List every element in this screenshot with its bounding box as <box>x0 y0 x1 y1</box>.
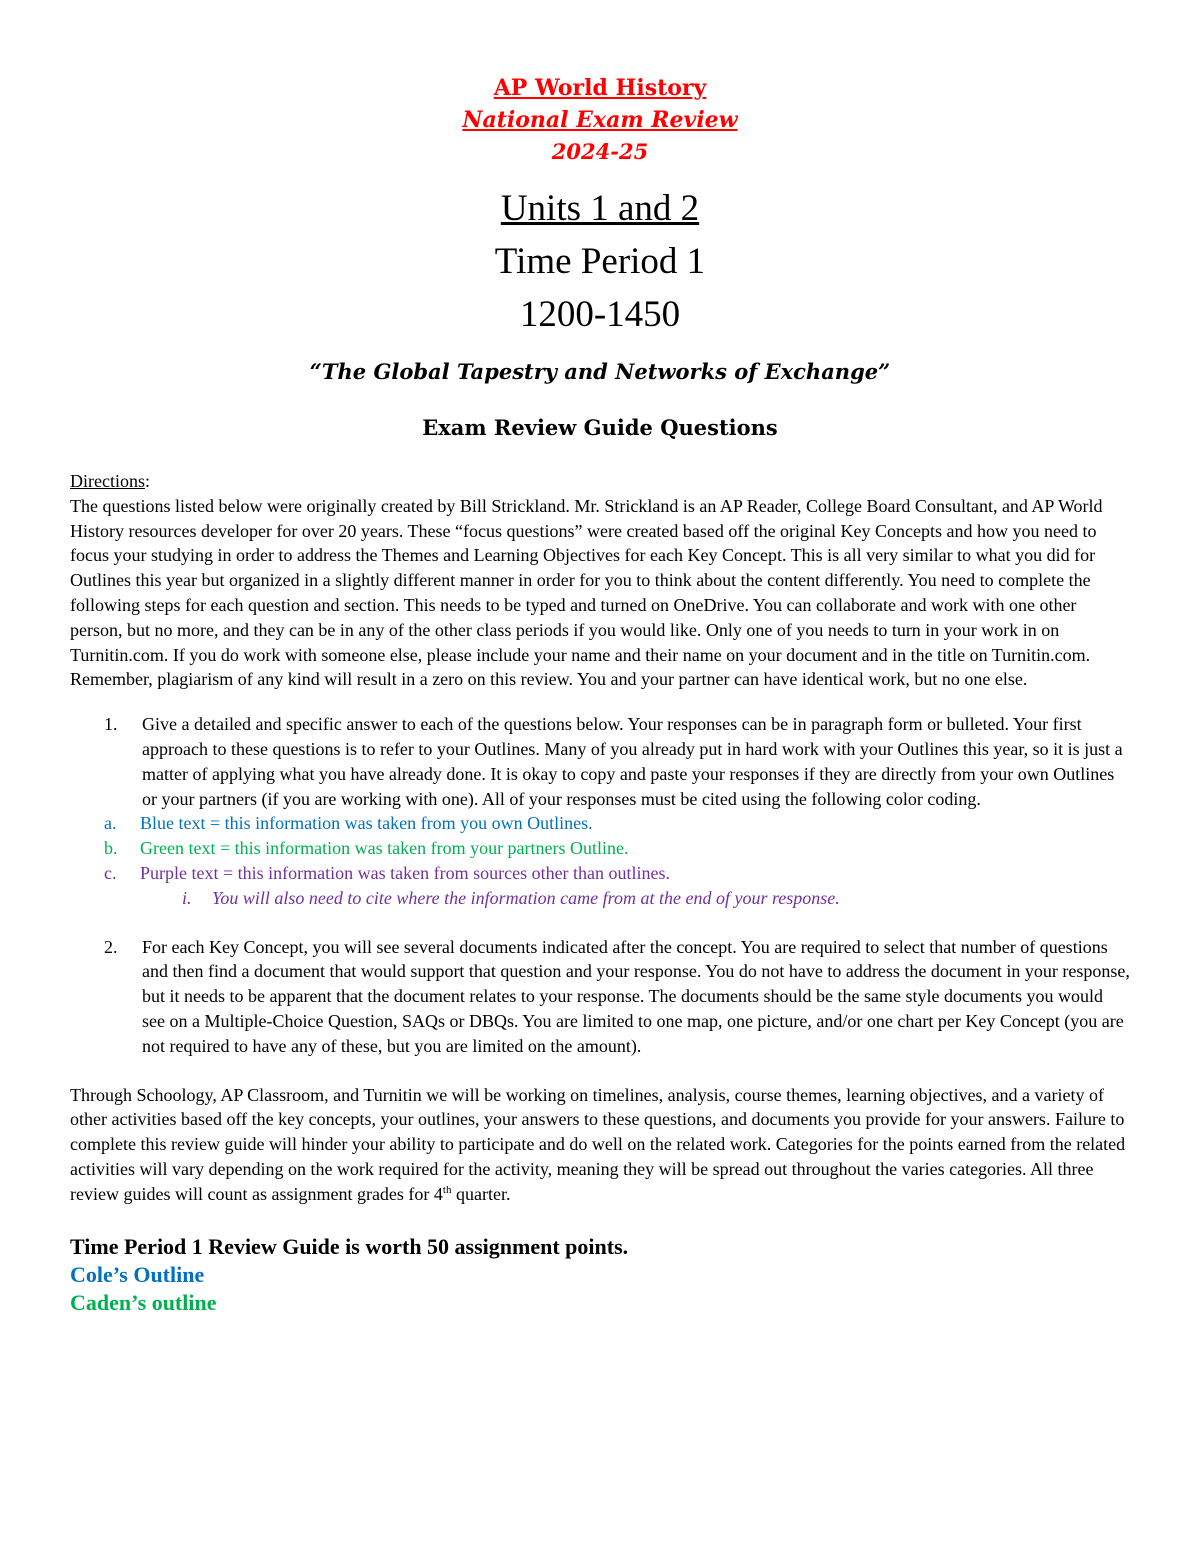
guide-title: Exam Review Guide Questions <box>422 415 778 440</box>
step-text: For each Key Concept, you will see several documents indicated after the concept. You are required to select that number of questions and then find a document that would support that question and your response. You do not have to address the document in your response, but it needs to be apparent that the document relates to your response. The documents should be the same style documents you would see on a Multiple-Choice Question, SAQs or DBQs. You are limited to one map, one picture, and/or one chart per Key Concept (you are not required to have any of these, but you are limited on the amount). <box>142 936 1130 1056</box>
points-statement: Time Period 1 Review Guide is worth 50 assignment points. <box>70 1233 629 1259</box>
directions-colon: : <box>144 471 150 491</box>
title-block <box>70 72 1130 168</box>
theme-quote: “The Global Tapestry and Networks of Exchange” <box>309 359 891 384</box>
step-number: 1. <box>104 714 118 735</box>
directions-heading <box>70 469 1130 494</box>
citation-note-text: You will also need to cite where the information came from at the end of your response. <box>212 887 840 908</box>
time-period-heading: Time Period 1 <box>494 241 706 282</box>
course-title: AP World History <box>493 75 707 101</box>
color-code-green <box>70 836 1130 861</box>
color-code-letter: a. <box>104 813 117 834</box>
color-code-text: Green text = this information was taken from your partners Outline. <box>140 838 629 859</box>
step-number: 2. <box>104 936 118 957</box>
units-heading: Units 1 and 2 <box>500 188 700 229</box>
units-block <box>70 182 1130 341</box>
roman-numeral: i. <box>182 887 192 908</box>
color-code-list <box>70 811 1130 910</box>
color-code-purple <box>70 861 1130 886</box>
color-code-citation-note <box>70 886 1130 911</box>
step-text: Give a detailed and specific answer to each of the questions below. Your responses can be in paragraph form or bulleted. Your first approach to these questions is to refer to your Outlines. Many of you already put in hard work with your Outlines this year, so it is just a matter of applying what you have already done. It is okay to copy and paste your responses if they are directly from your own Outlines or your partners (if you are working with one). All of your responses must be cited using the following color coding. <box>142 714 1123 809</box>
ordinal-suffix: th <box>442 1183 452 1196</box>
list-item-step-1 <box>70 712 1130 910</box>
directions-label: Directions <box>70 471 145 491</box>
school-year: 2024-25 <box>551 139 649 164</box>
closing-paragraph <box>70 1083 1130 1207</box>
steps-list <box>70 712 1130 1058</box>
caden-outline-label: Caden’s outline <box>70 1289 217 1315</box>
color-code-letter: b. <box>104 838 118 859</box>
date-range-heading: 1200-1450 <box>519 294 681 335</box>
review-title: National Exam Review <box>462 107 738 133</box>
document-page <box>70 72 1130 1317</box>
directions-text: The questions listed below were originally created by Bill Strickland. Mr. Strickland is an AP Reader, College Board Consultant, and AP World History resources developer for over 20 years. These “focus questions” were created based off the original Key Concepts and how you need to focus your studying in order to address the Themes and Learning Objectives for each Key Concept. This is all very similar to what you did for Outlines this year but organized in a slightly different manner in order for you to think about the content differently. You need to complete the following steps for each question and section. This needs to be typed and turned on OneDrive. You can collaborate and work with one other person, but no more, and they can be in any of the other class periods if you would like. Only one of you needs to turn in your work in on Turnitin.com. If you do work with someone else, please include your name and their name on your document and in the title on Turnitin.com. Remember, plagiarism of any kind will result in a zero on this review. You and your partner can have identical work, but no one else. <box>70 495 1103 690</box>
color-code-blue <box>70 811 1130 836</box>
cole-outline-label: Cole’s Outline <box>70 1261 205 1287</box>
list-item-step-2 <box>70 935 1130 1059</box>
closing-text-end: quarter. <box>451 1183 511 1204</box>
color-code-letter: c. <box>104 862 117 883</box>
color-code-text: Purple text = this information was taken from sources other than outlines. <box>140 862 671 883</box>
closing-text: Through Schoology, AP Classroom, and Turnitin we will be working on timelines, analysis, course themes, learning objectives, and a variety of other activities based off the key concepts, your outlines, your answers to these questions, and documents you provide for your answers. Failure to complete this review guide will hinder your ability to participate and do well on the related work. Categories for the points earned from the related activities will vary depending on the work required for the activity, meaning they will be spread out throughout the varies categories. All three review guides will count as assignment grades for 4 <box>70 1084 1126 1204</box>
color-code-text: Blue text = this information was taken from you own Outlines. <box>140 813 593 834</box>
